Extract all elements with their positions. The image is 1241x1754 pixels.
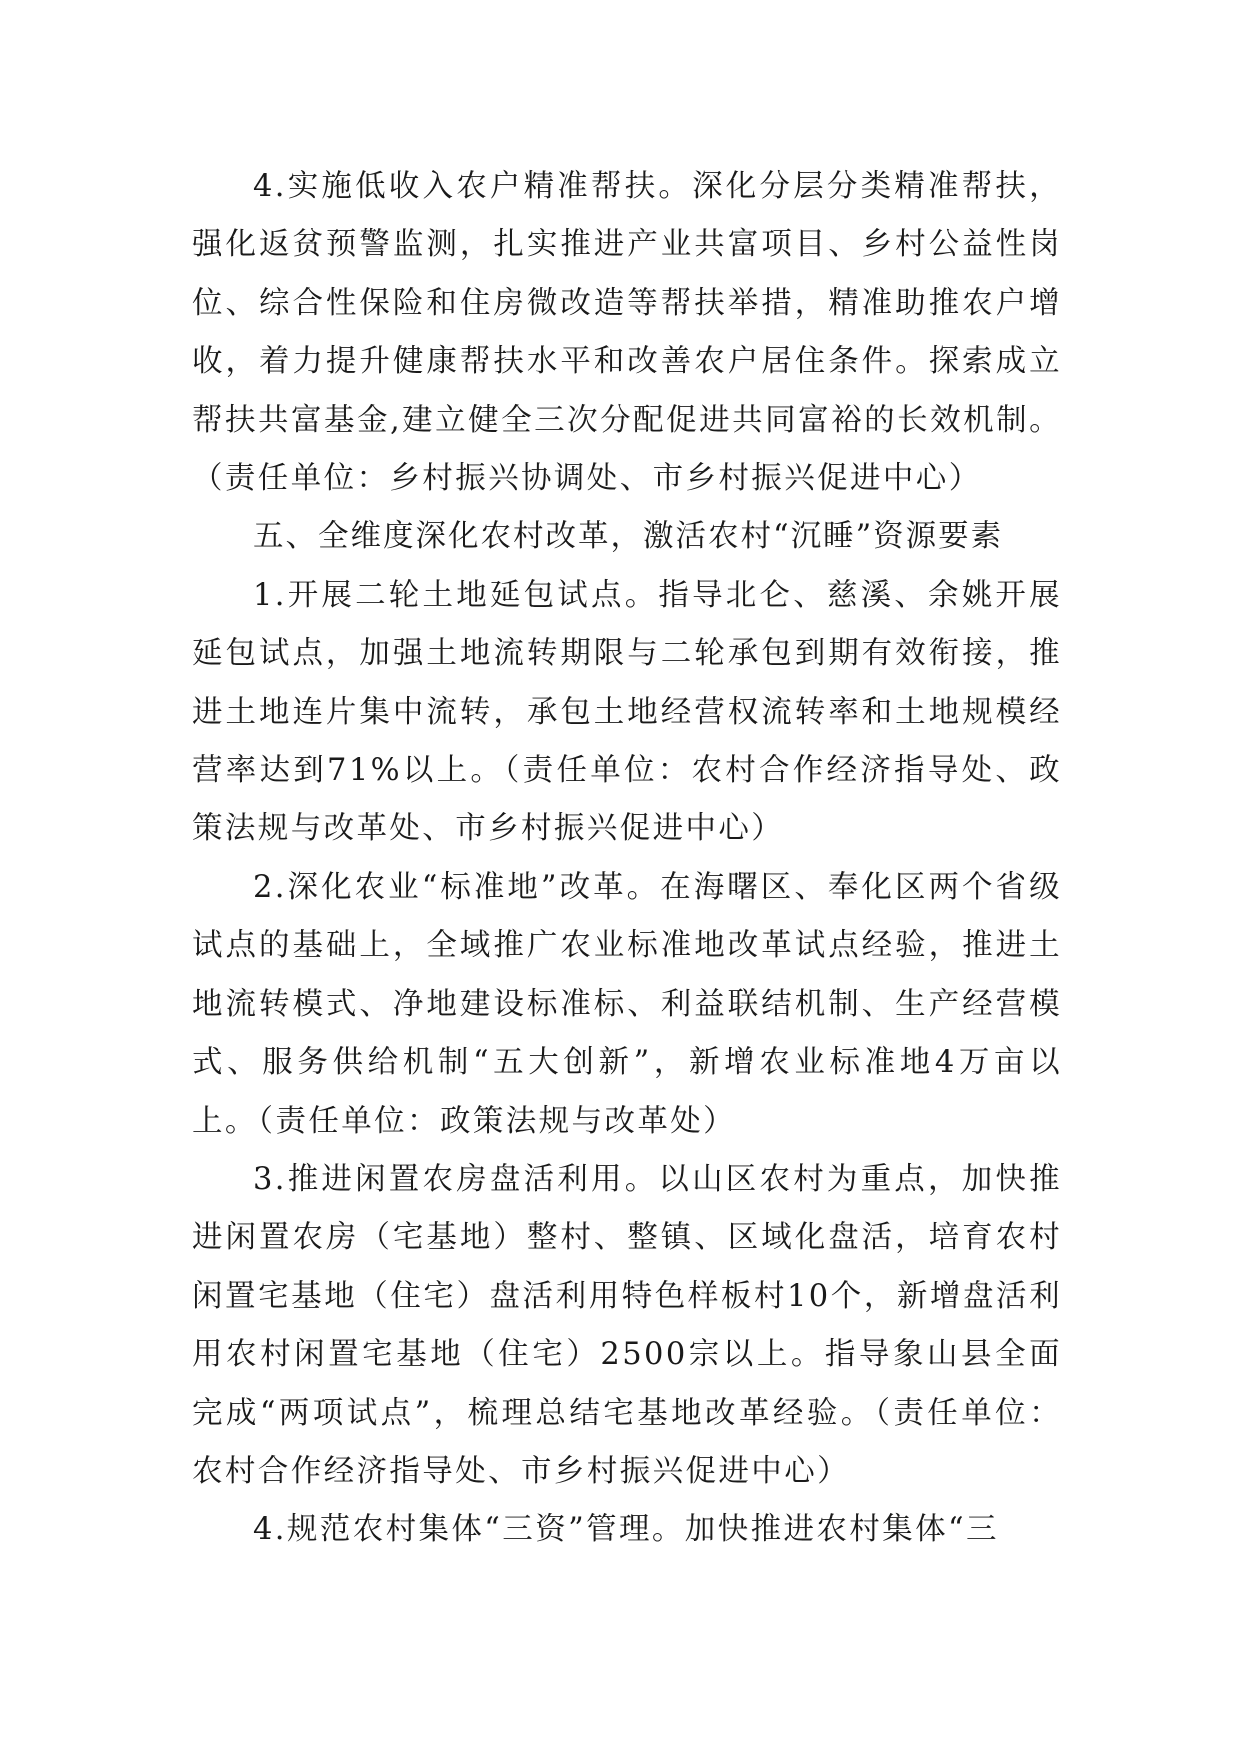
paragraph-collective-assets: 4.规范农村集体“三资”管理。加快推进农村集体“三 — [253, 1512, 999, 1548]
document-body — [192, 158, 1062, 1560]
paragraph-idle-housing-use: 3.推进闲置农房盘活利用。以山区农村为重点，加快推进闲置农房（宅基地）整村、整镇、区域化盘活，培育农村闲置宅基地（住宅）盘活利用特色样板村10个，新增盘活利用农村闲置宅基地（住宅）2500宗以上。指导象山县全面完成“两项试点”，梳理总结宅基地改革经验。（责任单位：农村合作经济指导处、市乡村振兴促进中心） — [192, 1161, 1062, 1489]
section-heading-rural-reform: 五、全维度深化农村改革，激活农村“沉睡”资源要素 — [253, 519, 1004, 555]
paragraph-standard-land-reform: 2.深化农业“标准地”改革。在海曙区、奉化区两个省级试点的基础上，全域推广农业标准地改革试点经验，推进土地流转模式、净地建设标准标、利益联结机制、生产经营模式、服务供给机制“五大创新”，新增农业标准地4万亩以上。（责任单位：政策法规与改革处） — [192, 869, 1062, 1139]
paragraph-land-contract-extension: 1.开展二轮土地延包试点。指导北仑、慈溪、余姚开展延包试点，加强土地流转期限与二轮承包到期有效衔接，推进土地连片集中流转，承包土地经营权流转率和土地规模经营率达到71%以上。（责任单位：农村合作经济指导处、政策法规与改革处、市乡村振兴促进中心） — [192, 577, 1062, 847]
paragraph-low-income-assistance: 4.实施低收入农户精准帮扶。深化分层分类精准帮扶，强化返贫预警监测，扎实推进产业共富项目、乡村公益性岗位、综合性保险和住房微改造等帮扶举措，精准助推农户增收，着力提升健康帮扶水平和改善农户居住条件。探索成立帮扶共富基金,建立健全三次分配促进共同富裕的长效机制。（责任单位：乡村振兴协调处、市乡村振兴促进中心） — [192, 169, 1062, 497]
